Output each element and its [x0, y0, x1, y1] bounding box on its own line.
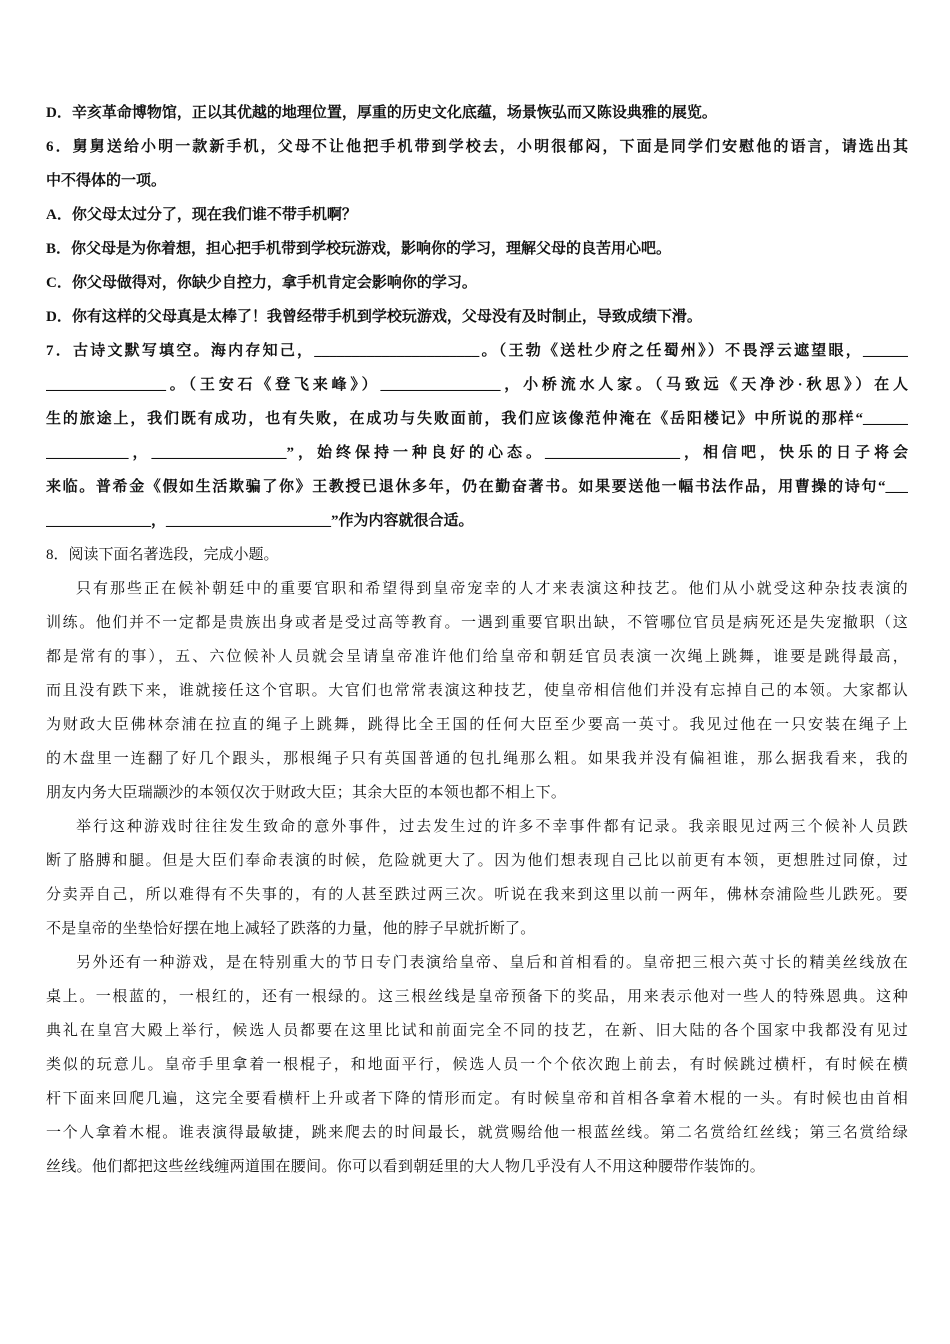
question-7-line-2: ________________。（王安石《登飞来峰》）________________，小桥流水人家。（马致远《天净沙·秋思》）在人	[46, 377, 908, 393]
question-7-line-6: ______________，______________________”作为内容就很合适。	[46, 513, 474, 529]
passage-line: 类似的玩意儿。皇帝手里拿着一根棍子，和地面平行，候选人员一个个依次跑上前去，有时候跳过横杆，有时候在横	[46, 1057, 908, 1073]
option-6b: B．你父母是为你着想，担心把手机带到学校玩游戏，影响你的学习，理解父母的良苦用心吧。	[46, 241, 672, 257]
passage-line: 为财政大臣佛林奈浦在拉直的绳子上跳舞，跳得比全王国的任何大臣至少要高一英寸。我见过他在一只安装在绳子上	[46, 717, 908, 733]
passage-line: 朋友内务大臣瑞颛沙的本领仅次于财政大臣；其余大臣的本领也都不相上下。	[46, 785, 567, 801]
passage-line: 一个人拿着木棍。谁表演得最敏捷，跳来爬去的时间最长，就赏赐给他一根蓝丝线。第二名赏给红丝线；第三名赏给绿	[46, 1125, 908, 1141]
passage-line: 都是常有的事），五、六位候补人员就会呈请皇帝准许他们给皇帝和朝廷官员表演一次绳上跳舞，谁要是跳得最高，	[46, 649, 908, 665]
option-5d-line: D．辛亥革命博物馆，正以其优越的地理位置，厚重的历史文化底蕴，场景恢弘而又陈设典雅的展览。	[46, 105, 717, 121]
question-6-line-1: 6．舅舅送给小明一款新手机，父母不让他把手机带到学校去，小明很郁闷，下面是同学们安慰他的语言，请选出其	[46, 139, 908, 155]
passage-line: 不是皇帝的坐垫恰好摆在地上减轻了跌落的力量，他的脖子早就折断了。	[46, 921, 536, 937]
option-6d: D．你有这样的父母真是太棒了！我曾经带手机到学校玩游戏，父母没有及时制止，导致成绩下滑。	[46, 309, 702, 325]
question-6-line-2: 中不得体的一项。	[46, 173, 167, 189]
passage-line: 分卖弄自己，所以难得有不失事的，有的人甚至跌过两三次。听说在我来到这里以前一两年，佛林奈浦险些儿跌死。要	[46, 887, 908, 903]
passage-line: 另外还有一种游戏，是在特别重大的节日专门表演给皇帝、皇后和首相看的。皇帝把三根六英寸长的精美丝线放在	[76, 955, 908, 971]
reading-passage	[46, 572, 908, 1184]
question-7-line-3: 生的旅途上，我们既有成功，也有失败，在成功与失败面前，我们应该像范仲淹在《岳阳楼记》中所说的那样“______	[46, 411, 908, 427]
passage-line: 杆下面来回爬几遍，这完全要看横杆上升或者下降的情形而定。有时候皇帝和首相各拿着木棍的一头。有时候也由首相	[46, 1091, 908, 1107]
passage-line: 典礼在皇宫大殿上举行，候选人员都要在这里比试和前面完全不同的技艺，在新、旧大陆的各个国家中我都没有见过	[46, 1023, 908, 1039]
passage-line: 训练。他们并不一定都是贵族出身或者是受过高等教育。一遇到重要官职出缺，不管哪位官员是病死还是失宠撤职（这	[46, 615, 908, 631]
passage-line: 而且没有跌下来，谁就接任这个官职。大官们也常常表演这种技艺，使皇帝相信他们并没有忘掉自己的本领。大家都认	[46, 683, 908, 699]
question-7-line-1: 7．古诗文默写填空。海内存知己，______________________。（王勃《送杜少府之任蜀州》）不畏浮云遮望眼，______	[46, 343, 908, 359]
option-6c: C．你父母做得对，你缺少自控力，拿手机肯定会影响你的学习。	[46, 275, 477, 291]
question-7-line-5: 来临。普希金《假如生活欺骗了你》王教授已退休多年，仍在勤奋著书。如果要送他一幅书法作品，用曹操的诗句“___	[46, 479, 908, 495]
option-6a: A．你父母太过分了，现在我们谁不带手机啊？	[46, 207, 357, 223]
passage-line: 断了胳膊和腿。但是大臣们奉命表演的时候，危险就更大了。因为他们想表现自己比以前更有本领，更想胜过同僚，过	[46, 853, 908, 869]
question-7-line-4: ___________，__________________”，始终保持一种良好的心态。__________________，相信吧，快乐的日子将会	[46, 445, 908, 461]
passage-line: 桌上。一根蓝的，一根红的，还有一根绿的。这三根丝线是皇帝预备下的奖品，用来表示他对一些人的特殊恩典。这种	[46, 989, 908, 1005]
passage-line: 只有那些正在候补朝廷中的重要官职和希望得到皇帝宠幸的人才来表演这种技艺。他们从小就受这种杂技表演的	[76, 581, 908, 597]
document-page	[46, 96, 908, 1184]
passage-line: 丝线。他们都把这些丝线缠两道围在腰间。你可以看到朝廷里的大人物几乎没有人不用这种腰带作装饰的。	[46, 1159, 766, 1175]
question-8-heading: 8．阅读下面名著选段，完成小题。	[46, 547, 279, 563]
passage-line: 的木盘里一连翻了好几个跟头，那根绳子只有英国普通的包扎绳那么粗。如果我并没有偏袒谁，那么据我看来，我的	[46, 751, 908, 767]
passage-line: 举行这种游戏时往往发生致命的意外事件，过去发生过的许多不幸事件都有记录。我亲眼见过两三个候补人员跌	[76, 819, 908, 835]
